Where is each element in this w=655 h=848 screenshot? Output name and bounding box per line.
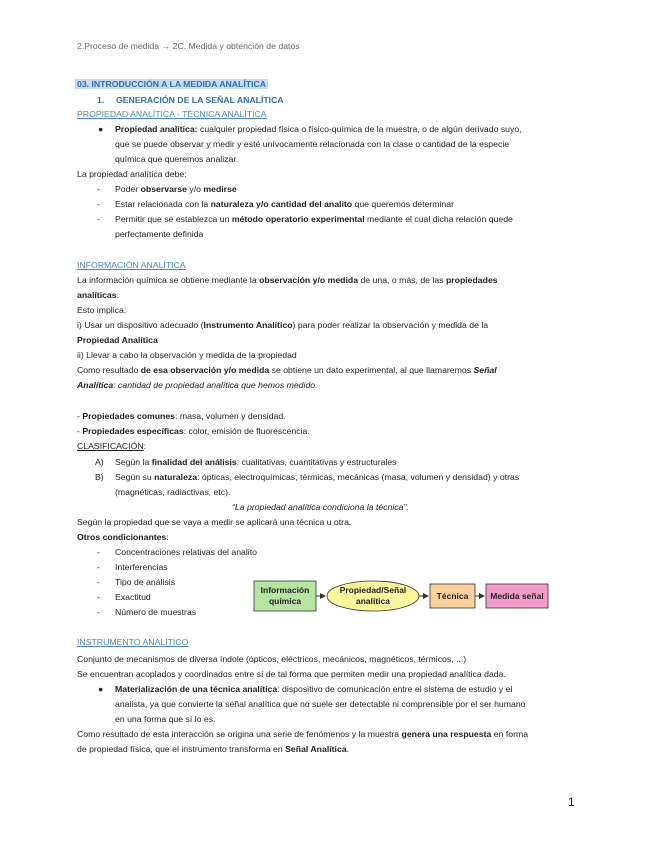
page-header: 2.Proceso de medida → 2C. Medida y obtención de datos [77, 41, 300, 51]
bullet-dot: ● [98, 684, 104, 694]
clasificacion-heading: CLASIFICACIÓN: [77, 441, 147, 451]
info-heading[interactable]: INFORMACIÓN ANALÍTICA [77, 260, 186, 270]
info-p1-line-2: analíticas. [77, 290, 120, 300]
info-ii: ii) Llevar a cabo la observación y medida de la propiedad [77, 350, 297, 360]
info-resultado-line-2: Analítica: cantidad de propiedad analítica que hemos medido. [77, 380, 318, 390]
ellipse-label-2: analítica [355, 596, 391, 606]
flow-diagram [252, 578, 552, 614]
info-i-line-1: i) Usar un dispositivo adecuado (Instrumento Analítico) para poder realizar la observación y medida de la [77, 320, 489, 330]
dash-bullet: - [97, 577, 100, 587]
bullet-dot: ● [98, 124, 104, 134]
propiedad-bullet-line-1: Propiedad analítica: cualquier propiedad física o físico-química de la muestra, o de algún derivado suyo, [115, 124, 522, 134]
clasificacion-b-cont: (magnéticas, radiactivas, etc). [115, 487, 231, 497]
debe-intro: La propiedad analítica debe: [77, 169, 187, 179]
dash-bullet: - [97, 592, 100, 602]
quote: “La propiedad analítica condiciona la técnica”. [232, 502, 409, 512]
instr-conclusion-1: Como resultado de esta interacción se origina una serie de fenómenos y la muestra genera una respuesta en forma [77, 729, 529, 739]
dash-bullet: - [97, 607, 100, 617]
otros-condicionantes: Otros condicionantes: [77, 532, 169, 542]
dash-bullet: - [97, 199, 100, 209]
info-resultado-line-1: Como resultado de esa observación y/o medida se obtiene un dato experimental, al que llamaremos Señal [77, 365, 497, 375]
subsection-title: GENERACIÓN DE LA SEÑAL ANALÍTICA [116, 95, 284, 105]
dash-bullet: - [97, 184, 100, 194]
instrumento-heading[interactable]: INSTRUMENTO ANALÍTICO [77, 637, 189, 647]
section-title: 03. INTRODUCCIÓN A LA MEDIDA ANALÍTICA [77, 79, 267, 89]
instr-p1: Conjunto de mecanismos de diversa índole (ópticos, eléctricos, mecánicos, magnéticos, térmicos, ...) [77, 654, 467, 664]
debe-item-3: Permitir que se establezca un método operatorio experimental mediante el cual dicha relación quede [115, 214, 513, 224]
propiedad-heading[interactable]: PROPIEDAD ANALÍTICA - TÉCNICA ANALÍTICA [77, 109, 267, 119]
props-especificas: - Propiedades específicas: color, emisión de fluorescencia. [77, 426, 310, 436]
info-implica: Esto implica: [77, 305, 127, 315]
instr-bullet-line-2: analista, ya que convierte la señal analítica que no suele ser detectable ni comprensible por el ser humano [115, 699, 526, 709]
propiedad-bullet-line-3: química que queremos analizar. [115, 154, 239, 164]
props-comunes: - Propiedades comunes: masa, volumen y densidad. [77, 411, 286, 421]
dash-bullet: - [97, 562, 100, 572]
info-p1-line-1: La información química se obtiene mediante la observación y/o medida de una, o más, de las propiedades [77, 275, 498, 285]
clasificacion-b: Según su naturaleza: ópticas, electroquímicas, térmicas, mecánicas (masa, volumen y densidad) y otras [115, 472, 520, 482]
instr-bullet-line-3: en una forma que sí lo es. [115, 714, 216, 724]
debe-item-1: Poder observarse y/o medirse [115, 184, 237, 194]
dash-bullet: - [97, 214, 100, 224]
instr-p2: Se encuentran acoplados y coordinados entre sí de tal forma que permiten medir una propiedad analítica dada. [77, 669, 506, 679]
condicionante-item: Exactitud [115, 592, 151, 602]
box-informacion-label-1: Información [260, 585, 310, 595]
section-title-line [77, 78, 268, 90]
instr-conclusion-2: de propiedad física, que el instrumento transforma en Señal Analítica. [77, 744, 350, 754]
box-informacion-label-2: química [268, 596, 302, 606]
clasificacion-a: Según la finalidad del análisis: cualitativas, cuantitativas y estructurales [115, 457, 397, 467]
ellipse-label-1: Propiedad/Señal [339, 585, 407, 595]
condicionante-item: Concentraciones relativas del analito [115, 547, 257, 557]
debe-item-3-cont: perfectamente definida [115, 229, 204, 239]
condicionante-item: Interferencias [115, 562, 168, 572]
page-number: 1 [568, 795, 575, 809]
list-letter-b: B) [95, 472, 104, 482]
box-tecnica-label: Técnica [436, 591, 469, 601]
propiedad-bullet-line-2: que se puede observar y medir y esté unívocamente relacionada con la clase o cantidad de la especie [115, 139, 510, 149]
dash-bullet: - [97, 547, 100, 557]
subsection-number: 1. [97, 95, 105, 105]
condicionante-item: Tipo de análisis [115, 577, 176, 587]
debe-item-2: Estar relacionada con la naturaleza y/o cantidad del analito que queremos determinar [115, 199, 454, 209]
box-medida-label: Medida señal [490, 591, 544, 601]
instr-bullet-line-1: Materialización de una técnica analítica: dispositivo de comunicación entre el sistema de estudio y el [115, 684, 513, 694]
list-letter-a: A) [95, 457, 104, 467]
condicionante-item: Número de muestras [115, 607, 197, 617]
segun-propiedad: Según la propiedad que se vaya a medir se aplicará una técnica u otra. [77, 517, 352, 527]
info-i-line-2: Propiedad Analítica [77, 335, 158, 345]
